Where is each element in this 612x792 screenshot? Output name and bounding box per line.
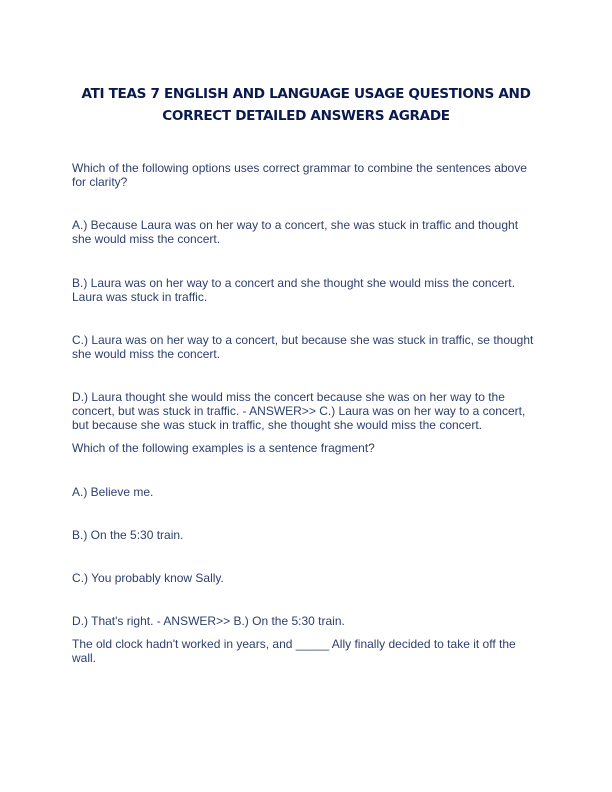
text-line: she would miss the concert. [72, 232, 221, 246]
text-line: B.) Laura was on her way to a concert and she thought she would miss the concert. [72, 276, 515, 290]
question-1-option-c [72, 333, 542, 361]
document-title-line-2: CORRECT DETAILED ANSWERS AGRADE [162, 108, 450, 124]
text-line: she would miss the concert. [72, 347, 221, 361]
question-2-option-c [72, 571, 542, 585]
document-title-line-1: ATI TEAS 7 ENGLISH AND LANGUAGE USAGE QUESTIONS AND [81, 86, 531, 102]
text-line: wall. [72, 651, 97, 665]
question-2-prompt [72, 441, 542, 455]
text-line: C.) You probably know Sally. [72, 571, 224, 585]
question-2-option-a [72, 485, 542, 499]
text-line: Which of the following examples is a sentence fragment? [72, 441, 375, 455]
text-line: for clarity? [72, 175, 128, 189]
question-1-option-b [72, 276, 542, 304]
question-1-option-d-and-answer [72, 390, 542, 432]
question-1-option-a [72, 218, 542, 246]
question-2-option-b [72, 528, 542, 542]
question-1-prompt [72, 161, 542, 189]
question-2-option-d-and-answer [72, 614, 542, 628]
text-line: B.) On the 5:30 train. [72, 528, 184, 542]
text-line: concert, but was stuck in traffic. - ANSWER>> C.) Laura was on her way to a concert, [72, 404, 526, 418]
question-3-prompt [72, 637, 542, 665]
text-line: Laura was stuck in traffic. [72, 290, 208, 304]
text-line: but because she was stuck in traffic, she thought she would miss the concert. [72, 418, 482, 432]
text-line: A.) Because Laura was on her way to a concert, she was stuck in traffic and thought [72, 218, 519, 232]
text-line: Which of the following options uses correct grammar to combine the sentences above [72, 161, 527, 175]
text-line: A.) Believe me. [72, 485, 154, 499]
text-line: D.) Laura thought she would miss the concert because she was on her way to the [72, 390, 505, 404]
text-line: C.) Laura was on her way to a concert, but because she was stuck in traffic, se thought [72, 333, 534, 347]
text-line: D.) That's right. - ANSWER>> B.) On the 5:30 train. [72, 614, 345, 628]
text-line: The old clock hadn't worked in years, and _____ Ally finally decided to take it off the [72, 637, 516, 651]
